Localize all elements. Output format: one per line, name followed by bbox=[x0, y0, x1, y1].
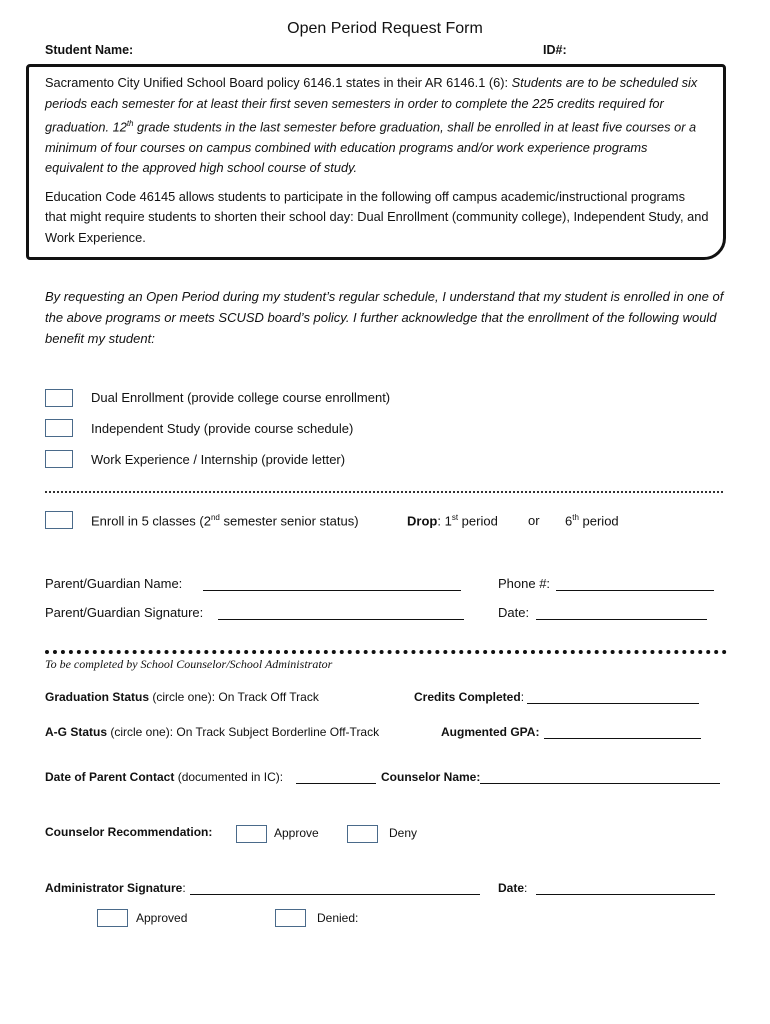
work-experience-checkbox[interactable] bbox=[45, 450, 73, 468]
counselor-name-field[interactable] bbox=[480, 771, 720, 784]
student-name-label: Student Name: bbox=[45, 43, 134, 57]
deny-label: Deny bbox=[389, 826, 418, 840]
ag-status: A-G Status (circle one): On Track Subject Borderline Off-Track bbox=[45, 725, 380, 739]
policy-box bbox=[26, 64, 726, 260]
graduation-status: Graduation Status (circle one): On Track Off Track bbox=[45, 690, 319, 704]
approved-label: Approved bbox=[136, 911, 188, 925]
parent-date-label: Date: bbox=[498, 605, 530, 620]
parent-contact-field[interactable] bbox=[296, 771, 376, 784]
work-experience-label: Work Experience / Internship (provide letter) bbox=[91, 452, 346, 467]
acknowledgement-text: By requesting an Open Period during my student’s regular schedule, I understand that my student is enrolled in one of the above programs or meets SCUSD board’s policy. I further acknowledge that the enrollment of the following would benefit my student: bbox=[45, 289, 724, 346]
independent-study-label: Independent Study (provide course schedule) bbox=[91, 421, 354, 436]
senior-status-label: Enroll in 5 classes (2nd semester senior status) bbox=[91, 513, 359, 529]
parent-date-field[interactable] bbox=[536, 606, 707, 620]
credits-completed-field[interactable] bbox=[527, 691, 699, 704]
sixth-period-label: 6th period bbox=[565, 513, 619, 529]
denied-checkbox[interactable] bbox=[275, 909, 306, 927]
augmented-gpa-field[interactable] bbox=[544, 726, 701, 739]
phone-label: Phone #: bbox=[498, 576, 551, 591]
independent-study-checkbox[interactable] bbox=[45, 419, 73, 437]
parent-signature-label: Parent/Guardian Signature: bbox=[45, 605, 204, 620]
credits-completed-label: Credits Completed: bbox=[414, 690, 525, 704]
phone-field[interactable] bbox=[556, 577, 714, 591]
dual-enrollment-label: Dual Enrollment (provide college course enrollment) bbox=[91, 390, 391, 405]
admin-date-label: Date: bbox=[498, 881, 528, 895]
approve-label: Approve bbox=[274, 826, 319, 840]
id-label: ID#: bbox=[543, 43, 567, 57]
or-label: or bbox=[528, 513, 540, 528]
parent-contact-label: Date of Parent Contact (documented in IC): bbox=[45, 770, 284, 784]
dotted-divider bbox=[45, 491, 723, 493]
dual-enrollment-checkbox[interactable] bbox=[45, 389, 73, 407]
drop-period-label: Drop: 1st period bbox=[407, 513, 498, 529]
admin-section-note: To be completed by School Counselor/School Administrator bbox=[45, 657, 333, 671]
denied-label: Denied: bbox=[317, 911, 359, 925]
counselor-recommendation-label: Counselor Recommendation: bbox=[45, 825, 213, 839]
parent-signature-field[interactable] bbox=[218, 606, 464, 620]
senior-status-checkbox[interactable] bbox=[45, 511, 73, 529]
approve-checkbox[interactable] bbox=[236, 825, 267, 843]
parent-name-field[interactable] bbox=[203, 577, 461, 591]
augmented-gpa-label: Augmented GPA: bbox=[441, 725, 540, 739]
approved-checkbox[interactable] bbox=[97, 909, 128, 927]
admin-signature-field[interactable] bbox=[190, 882, 480, 895]
admin-signature-label: Administrator Signature: bbox=[45, 881, 186, 895]
form-title: Open Period Request Form bbox=[287, 20, 483, 37]
parent-name-label: Parent/Guardian Name: bbox=[45, 576, 183, 591]
section-divider bbox=[45, 650, 727, 654]
policy-paragraph-2: Education Code 46145 allows students to participate in the following off campus academic/instructional programs that might require students to shorten their school day: Dual Enrollment (community college), Independent Study, and Work Experience. bbox=[45, 188, 709, 245]
counselor-name-label: Counselor Name: bbox=[381, 770, 481, 784]
policy-paragraph-1: Sacramento City Unified School Board policy 6146.1 states in their AR 6146.1 (6): Students are to be scheduled six periods each semester for at least their first seven semesters in order to complete the 225 credits required for graduation. 12th grade students in the last semester before graduation, shall be enrolled in at least five courses or a minimum of four courses on campus combined with education programs and/or work experience programs equivalent to the approved high school course of study. bbox=[45, 75, 698, 176]
deny-checkbox[interactable] bbox=[347, 825, 378, 843]
admin-date-field[interactable] bbox=[536, 882, 715, 895]
